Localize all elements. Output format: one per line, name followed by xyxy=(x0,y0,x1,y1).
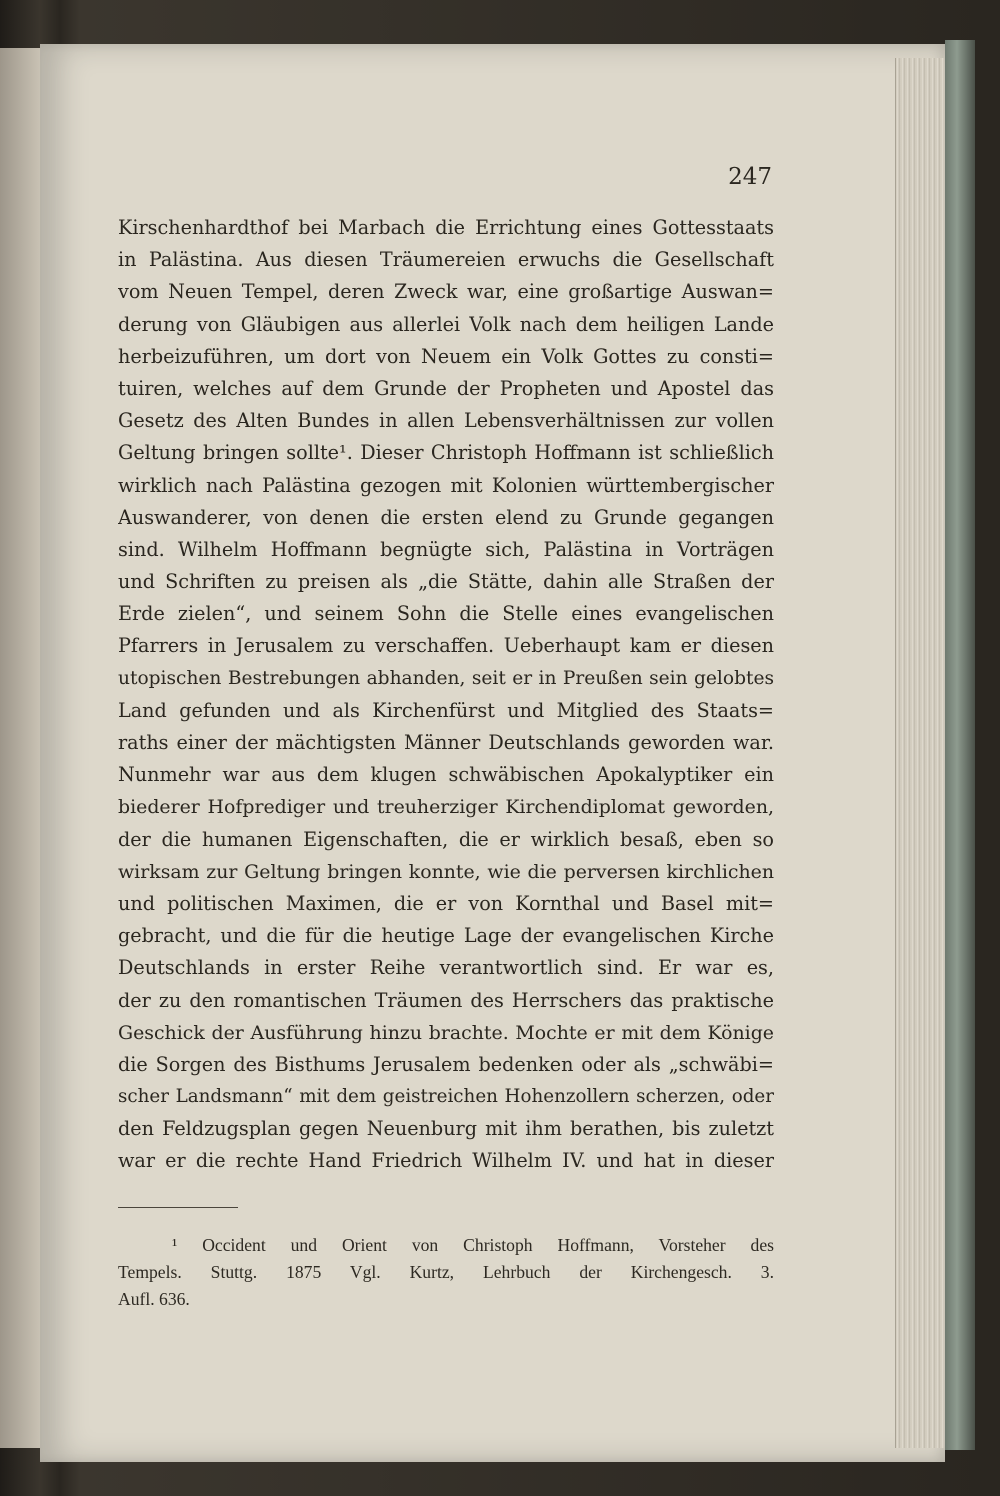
footnote-line: Tempels. Stuttg. 1875 Vgl. Kurtz, Lehrbuch der Kirchengesch. 3. xyxy=(118,1262,774,1282)
page-fore-edge xyxy=(895,58,944,1448)
text-line: Geltung bringen sollte¹. Dieser Christoph Hoffmann ist schließlich xyxy=(118,441,774,465)
text-line: raths einer der mächtigsten Männer Deutschlands geworden war. xyxy=(118,731,774,754)
text-line: wirklich nach Palästina gezogen mit Kolonien württembergischer xyxy=(118,473,774,497)
text-line: Erde zielen“, und seinem Sohn die Stelle eines evangelischen xyxy=(118,602,774,626)
text-line: wirksam zur Geltung bringen konnte, wie die perversen kirchlichen xyxy=(118,860,774,883)
text-line: Deutschlands in erster Reihe verantwortlich sind. Er war es, xyxy=(118,956,774,980)
text-line: gebracht, und die für die heutige Lage der evangelischen Kirche xyxy=(118,924,774,948)
text-line: sind. Wilhelm Hoffmann begnügte sich, Palästina in Vorträgen xyxy=(118,537,774,561)
text-line: die Sorgen des Bisthums Jerusalem bedenken oder als „schwäbi= xyxy=(118,1052,774,1076)
text-line: der zu den romantischen Träumen des Herrschers das praktische xyxy=(118,988,774,1012)
footnote xyxy=(118,1232,774,1313)
facing-page-edge xyxy=(0,48,42,1448)
text-line: Nunmehr war aus dem klugen schwäbischen Apokalyptiker ein xyxy=(118,763,774,787)
text-line: den Feldzugsplan gegen Neuenburg mit ihm berathen, bis zuletzt xyxy=(118,1117,774,1141)
footnote-divider xyxy=(118,1207,238,1208)
text-line: Auswanderer, von denen die ersten elend zu Grunde gegangen xyxy=(118,505,774,529)
text-line: Kirschenhardthof bei Marbach die Errichtung eines Gottesstaats xyxy=(118,216,774,239)
text-line: utopischen Bestrebungen abhanden, seit er in Preußen sein gelobtes xyxy=(118,667,774,689)
text-line: der die humanen Eigenschaften, die er wirklich besaß, eben so xyxy=(118,827,774,851)
text-line: vom Neuen Tempel, deren Zweck war, eine großartige Auswan= xyxy=(118,280,774,304)
text-line: Geschick der Ausführung hinzu brachte. Mochte er mit dem Könige xyxy=(118,1021,774,1044)
book-cover-edge xyxy=(945,40,975,1450)
body-text xyxy=(118,212,774,1178)
text-line: Land gefunden und als Kirchenfürst und Mitglied des Staats= xyxy=(118,698,774,722)
footnote-line: ¹ Occident und Orient von Christoph Hoffmann, Vorsteher des xyxy=(172,1235,774,1255)
text-line: in Palästina. Aus diesen Träumereien erwuchs die Gesellschaft xyxy=(118,248,774,272)
text-line: war er die rechte Hand Friedrich Wilhelm IV. und hat in dieser xyxy=(118,1149,774,1173)
text-line: und Schriften zu preisen als „die Stätte, dahin alle Straßen der xyxy=(118,570,774,594)
text-line: Gesetz des Alten Bundes in allen Lebensverhältnissen zur vollen xyxy=(118,409,774,433)
text-line: herbeizuführen, um dort von Neuem ein Volk Gottes zu consti= xyxy=(118,344,774,368)
text-line: derung von Gläubigen aus allerlei Volk nach dem heiligen Lande xyxy=(118,312,774,336)
text-line: biederer Hofprediger und treuherziger Kirchendiplomat geworden, xyxy=(118,796,774,819)
text-line: Pfarrers in Jerusalem zu verschaffen. Ueberhaupt kam er diesen xyxy=(118,634,774,658)
footnote-line: Aufl. 636. xyxy=(118,1289,190,1309)
text-line: scher Landsmann“ mit dem geistreichen Hohenzollern scherzen, oder xyxy=(118,1086,774,1108)
text-line: und politischen Maximen, die er von Kornthal und Basel mit= xyxy=(118,891,774,915)
page-number: 247 xyxy=(728,164,772,190)
text-line: tuiren, welches auf dem Grunde der Propheten und Apostel das xyxy=(118,376,774,400)
